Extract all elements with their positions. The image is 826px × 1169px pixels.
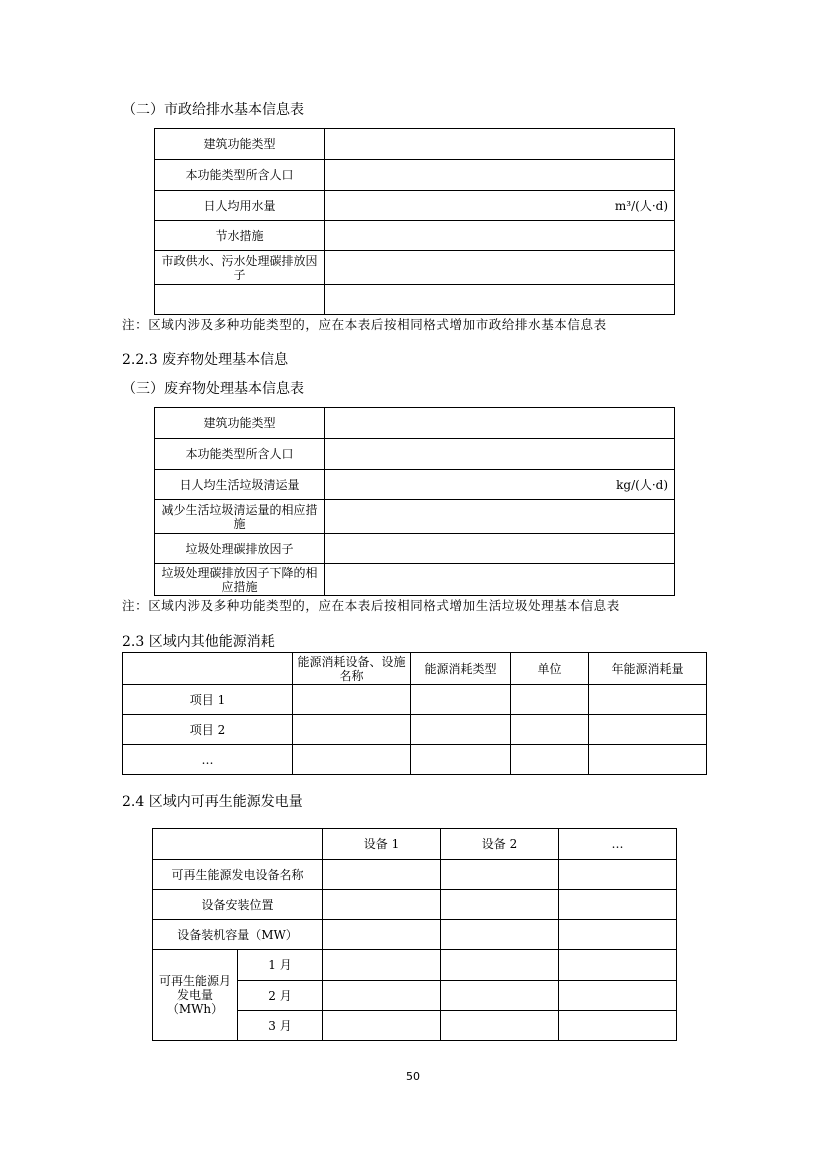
row-label: 日人均生活垃圾清运量 xyxy=(155,470,325,500)
table-row xyxy=(155,285,675,315)
water-info-table xyxy=(154,128,675,315)
table-row xyxy=(155,470,675,500)
row-label: 设备安装位置 xyxy=(153,890,323,920)
table-cell[interactable] xyxy=(589,685,707,715)
monthly-generation-label: 可再生能源月发电量（MWh） xyxy=(153,950,238,1041)
table-cell[interactable] xyxy=(441,981,559,1011)
row-label: 建筑功能类型 xyxy=(155,129,325,160)
table-cell[interactable] xyxy=(511,685,589,715)
energy-consumption-table xyxy=(122,652,707,775)
water-note: 注：区域内涉及多种功能类型的，应在本表后按相同格式增加市政给排水基本信息表 xyxy=(122,317,607,332)
table-cell[interactable] xyxy=(441,950,559,981)
table-row xyxy=(123,745,707,775)
month-label: 2 月 xyxy=(238,981,323,1011)
table-cell[interactable] xyxy=(323,1011,441,1041)
table-cell[interactable] xyxy=(559,950,677,981)
table-cell[interactable] xyxy=(559,890,677,920)
row-label: 项目 1 xyxy=(123,685,293,715)
row-label: 项目 2 xyxy=(123,715,293,745)
header-cell: 单位 xyxy=(511,653,589,685)
row-label: 市政供水、污水处理碳排放因子 xyxy=(155,251,325,285)
renewable-energy-table xyxy=(152,828,677,1041)
header-cell: 年能源消耗量 xyxy=(589,653,707,685)
table-header-row xyxy=(153,829,677,860)
row-value[interactable] xyxy=(325,285,675,315)
row-label: 垃圾处理碳排放因子 xyxy=(155,534,325,564)
row-value[interactable] xyxy=(325,160,675,191)
table-row xyxy=(155,251,675,285)
row-value[interactable] xyxy=(325,129,675,160)
row-label: 可再生能源发电设备名称 xyxy=(153,860,323,890)
table-row xyxy=(155,129,675,160)
table-row xyxy=(155,564,675,596)
table-cell[interactable] xyxy=(323,920,441,950)
row-value[interactable] xyxy=(325,564,675,596)
table-row xyxy=(155,500,675,534)
header-cell: 能源消耗类型 xyxy=(411,653,511,685)
row-value[interactable] xyxy=(325,408,675,439)
table-cell[interactable] xyxy=(559,1011,677,1041)
section-water-title: （二）市政给排水基本信息表 xyxy=(122,102,304,118)
row-value[interactable] xyxy=(325,500,675,534)
header-cell: 能源消耗设备、设施名称 xyxy=(293,653,411,685)
table-cell[interactable] xyxy=(441,920,559,950)
month-label: 3 月 xyxy=(238,1011,323,1041)
waste-note: 注：区域内涉及多种功能类型的，应在本表后按相同格式增加生活垃圾处理基本信息表 xyxy=(122,598,620,613)
table-cell[interactable] xyxy=(323,950,441,981)
table-row xyxy=(123,715,707,745)
table-cell[interactable] xyxy=(559,981,677,1011)
row-unit[interactable]: kg/(人·d) xyxy=(325,470,675,500)
row-label xyxy=(155,285,325,315)
table-row xyxy=(155,160,675,191)
row-value[interactable] xyxy=(325,439,675,470)
table-cell[interactable] xyxy=(293,685,411,715)
table-row xyxy=(123,685,707,715)
row-label: 垃圾处理碳排放因子下降的相应措施 xyxy=(155,564,325,596)
row-label: 减少生活垃圾清运量的相应措施 xyxy=(155,500,325,534)
row-label: 本功能类型所含人口 xyxy=(155,439,325,470)
row-value[interactable] xyxy=(325,534,675,564)
table-row xyxy=(155,439,675,470)
table-cell[interactable] xyxy=(411,745,511,775)
section-waste-title: （三）废弃物处理基本信息表 xyxy=(122,381,304,397)
table-cell[interactable] xyxy=(323,860,441,890)
table-cell[interactable] xyxy=(441,860,559,890)
row-label: 设备装机容量（MW） xyxy=(153,920,323,950)
table-cell[interactable] xyxy=(559,860,677,890)
row-label: … xyxy=(123,745,293,775)
table-cell[interactable] xyxy=(293,715,411,745)
section-2-4: 2.4 区域内可再生能源发电量 xyxy=(122,794,303,810)
table-cell[interactable] xyxy=(441,890,559,920)
table-cell[interactable] xyxy=(323,981,441,1011)
row-unit[interactable]: m³/(人·d) xyxy=(325,191,675,221)
row-label: 日人均用水量 xyxy=(155,191,325,221)
table-row xyxy=(155,191,675,221)
table-cell[interactable] xyxy=(589,745,707,775)
row-label: 建筑功能类型 xyxy=(155,408,325,439)
table-header-row xyxy=(123,653,707,685)
waste-info-table xyxy=(154,407,675,596)
table-row xyxy=(153,890,677,920)
table-cell[interactable] xyxy=(411,715,511,745)
table-cell[interactable] xyxy=(323,890,441,920)
table-row xyxy=(155,221,675,251)
table-cell[interactable] xyxy=(559,920,677,950)
table-cell[interactable] xyxy=(441,1011,559,1041)
table-row xyxy=(153,950,677,981)
row-value[interactable] xyxy=(325,221,675,251)
header-cell xyxy=(153,829,323,860)
table-row xyxy=(155,534,675,564)
header-cell xyxy=(123,653,293,685)
header-cell: … xyxy=(559,829,677,860)
header-cell: 设备 1 xyxy=(323,829,441,860)
table-cell[interactable] xyxy=(511,715,589,745)
table-row xyxy=(155,408,675,439)
table-row xyxy=(153,920,677,950)
table-cell[interactable] xyxy=(589,715,707,745)
table-row xyxy=(153,860,677,890)
header-cell: 设备 2 xyxy=(441,829,559,860)
section-2-3: 2.3 区域内其他能源消耗 xyxy=(122,634,275,650)
month-label: 1 月 xyxy=(238,950,323,981)
page-number: 50 xyxy=(406,1070,420,1083)
table-cell[interactable] xyxy=(411,685,511,715)
section-2-2-3: 2.2.3 废弃物处理基本信息 xyxy=(122,352,289,368)
row-value[interactable] xyxy=(325,251,675,285)
row-label: 本功能类型所含人口 xyxy=(155,160,325,191)
table-cell[interactable] xyxy=(511,745,589,775)
table-cell[interactable] xyxy=(293,745,411,775)
row-label: 节水措施 xyxy=(155,221,325,251)
